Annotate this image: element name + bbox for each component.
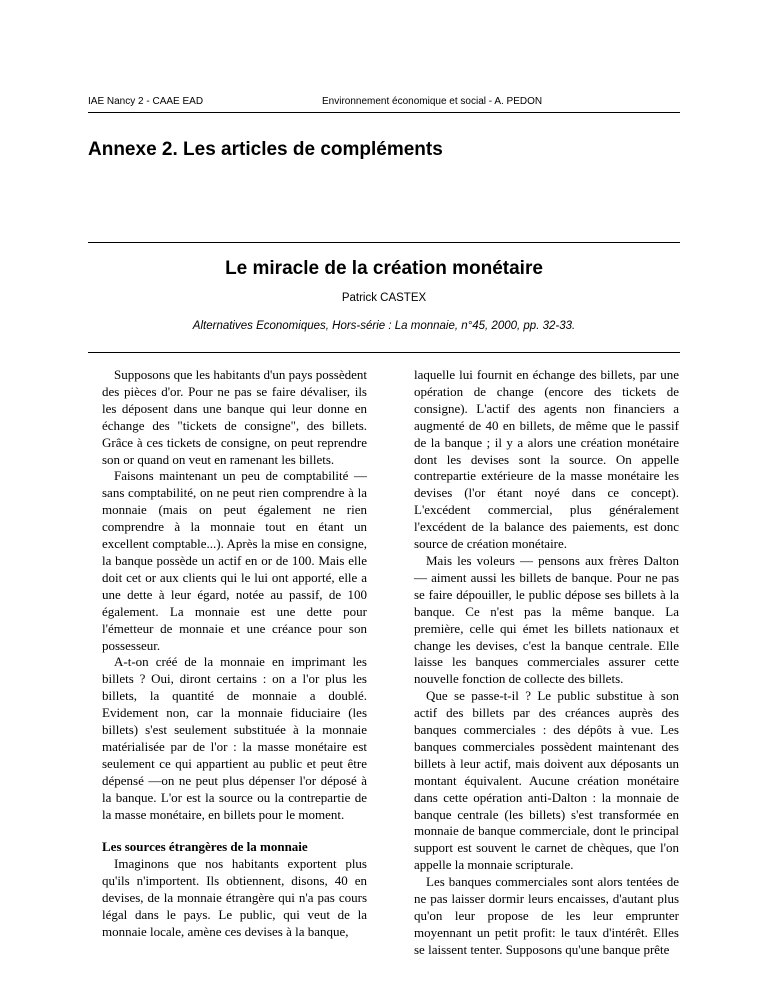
paragraph: Faisons maintenant un peu de comptabilité — sans comptabilité, on ne peut rien comprendre à la monnaie (mais on peut également ne rien comprendre à la monnaie tout en étant un excellent comptable...). Après la mise en consigne, la banque possède un actif en or de 100. Mais elle doit cet or aux clients qui le lui ont apporté, elle a une dette à leur égard, notée au passif, de 100 également. La monnaie est une dette pour l'émetteur de monnaie et une créance pour son possesseur. [102, 468, 367, 653]
paragraph: A-t-on créé de la monnaie en imprimant les billets ? Oui, diront certains : on a l'or plus les billets, la quantité de monnaie a doublé. Evidement non, car la monnaie fiduciaire (les billets) s'est seulement substituée à la monnaie matérialisée par de l'or : la masse monétaire est seulement ce qui appartient au public et peut être dépensé —on ne peut plus dépenser l'or déposé à la banque. L'or est la source ou la contrepartie de la masse monétaire, en billets pour le moment. [102, 654, 367, 822]
left-column [102, 367, 367, 941]
header-left: IAE Nancy 2 - CAAE EAD [88, 96, 204, 107]
paragraph: laquelle lui fournit en échange des billets, par une opération de change (encore des tickets de consigne). L'actif des agents non financiers a augmenté de 40 en billets, de même que le passif de la banque ; il y a alors une création monétaire dont les devises sont la source. On appelle contrepartie extérieure de la masse monétaire les devises (l'or étant noyé dans ce concept). L'excédent commercial, plus généralement l'excédent de la balance des paiements, est donc source de création monétaire. [414, 367, 679, 552]
article-source: Alternatives Economiques, Hors-série : La monnaie, n°45, 2000, pp. 32-33. [192, 320, 576, 332]
paragraph: Supposons que les habitants d'un pays possèdent des pièces d'or. Pour ne pas se faire dévaliser, ils les déposent dans une banque qui leur donne en échange des "tickets de consigne", des billets. Grâce à ces tickets de consigne, on peut reprendre son or quand on veut en ramenant les billets. [102, 367, 367, 467]
header-rule [88, 112, 680, 113]
title-rule-top [88, 242, 680, 243]
paragraph: Les banques commerciales sont alors tentées de ne pas laisser dormir leurs encaisses, d'autant plus qu'on leur propose de les leur emprunter moyennant un petit profit: le taux d'intérêt. Elles se laissent tenter. Supposons qu'une banque prête [414, 874, 679, 957]
paragraph: Imaginons que nos habitants exportent plus qu'ils n'importent. Ils obtiennent, disons, 40 en devises, de la monnaie étrangère qui n'a pas cours légal dans le pays. Le public, qui veut de la monnaie locale, amène ces devises à la banque, [102, 856, 367, 939]
paragraph: Mais les voleurs — pensons aux frères Dalton — aiment aussi les billets de banque. Pour ne pas se faire dépouiller, le public dépose ses billets à la banque. Ce n'est pas la même banque. La première, celle qui émet les billets nationaux et change les devises, c'est la banque centrale. Elle laisse les banques commerciales assurer cette nouvelle fonction de collecte des billets. [414, 552, 679, 687]
right-column [414, 367, 679, 959]
section-heading: Les sources étrangères de la monnaie [102, 839, 308, 855]
article-title: Le miracle de la création monétaire [225, 258, 543, 279]
title-rule-bottom [88, 352, 680, 353]
paragraph: Que se passe-t-il ? Le public substitue à son actif des billets par des créances auprès des banques commerciales : des dépôts à vue. Les banques commerciales possèdent maintenant des billets à leur actif, mais doivent aux déposants un montant équivalent. Aucune création monétaire dans cette opération anti-Dalton : la monnaie de banque centrale (les billets) s'est transformée en monnaie de banque commerciale, dont le principal support est souvent le carnet de chèques, que l'on appelle la monnaie scripturale. [414, 688, 679, 873]
annex-title: Annexe 2. Les articles de compléments [88, 139, 443, 160]
header-center: Environnement économique et social - A. PEDON [322, 96, 543, 107]
article-author: Patrick CASTEX [341, 292, 427, 304]
